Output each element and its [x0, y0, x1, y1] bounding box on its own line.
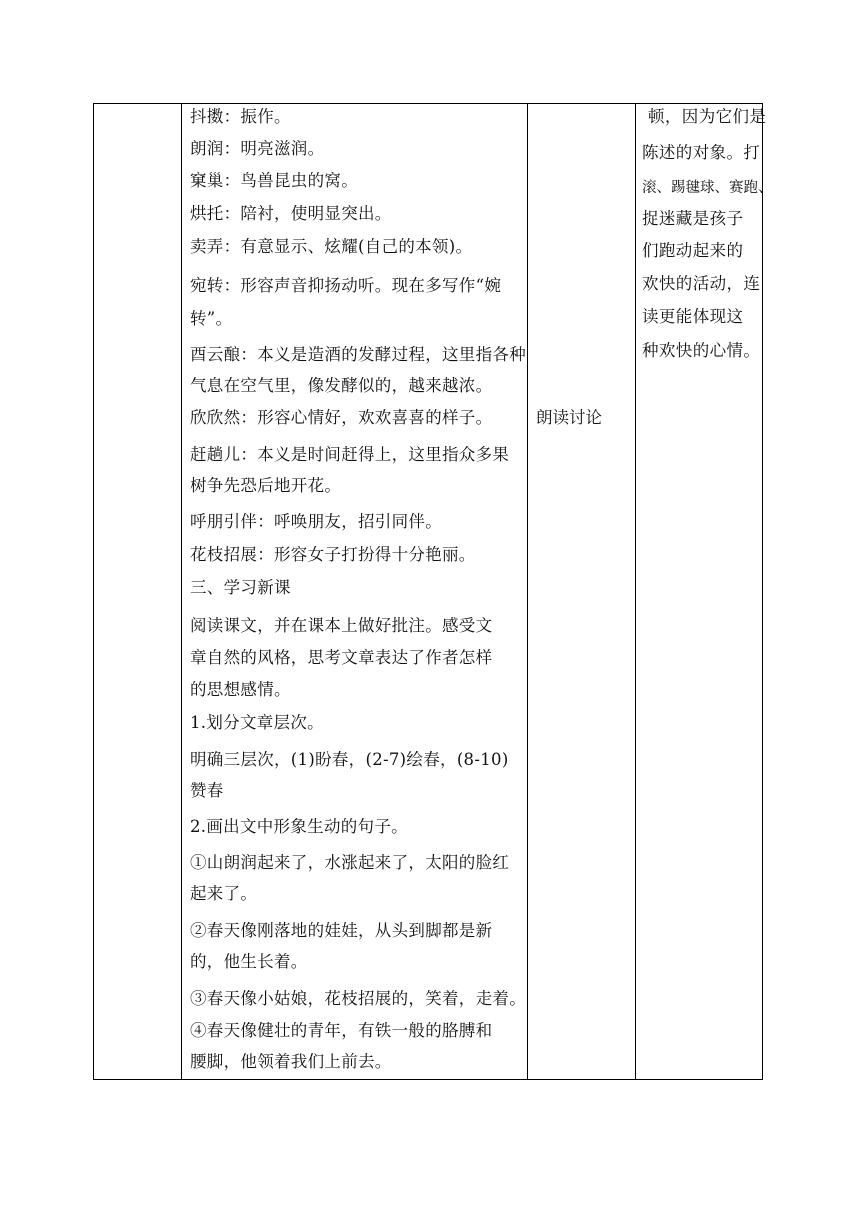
content-line: 赶趟儿：本义是时间赶得上，这里指众多果	[190, 445, 510, 464]
section-heading: 三、学习新课	[190, 578, 291, 597]
content-line: 窠巢：鸟兽昆虫的窝。	[190, 171, 358, 190]
content-line: 抖擞：振作。	[190, 107, 291, 126]
content-line: 起来了。	[190, 884, 258, 903]
lesson-plan-table	[93, 103, 773, 1080]
content-line: ②春天像刚落地的娃娃，从头到脚都是新	[190, 921, 493, 940]
note-line: 读更能体现这	[642, 307, 744, 326]
note-line: 们跑动起来的	[642, 241, 744, 260]
note-line: 顿，因为它们是	[648, 107, 767, 126]
content-line: 阅读课文，并在课本上做好批注。感受文	[190, 616, 493, 635]
content-line: 烘托：陪衬，使明显突出。	[190, 204, 392, 223]
content-line: 腰脚，他领着我们上前去。	[190, 1052, 392, 1071]
content-line: 花枝招展：形容女子打扮得十分艳丽。	[190, 545, 476, 564]
content-line: ③春天像小姑娘，花枝招展的，笑着，走着。	[190, 989, 526, 1008]
content-line: 1.划分文章层次。	[190, 713, 324, 732]
content-line: 卖弄：有意显示、炫耀(自己的本领)。	[190, 237, 473, 256]
content-line: 欣欣然：形容心情好，欢欢喜喜的样子。	[190, 408, 493, 427]
note-line: 滚、踢毽球、赛跑、	[642, 180, 773, 196]
content-column	[182, 104, 528, 1079]
content-line: 章自然的风格，思考文章表达了作者怎样	[190, 648, 493, 667]
content-line: 宛转：形容声音抑扬动听。现在多写作“婉	[190, 276, 502, 295]
teaching-method: 朗读讨论	[536, 408, 602, 427]
note-line: 捉迷藏是孩子	[642, 209, 744, 228]
content-line: 赞春	[190, 781, 224, 800]
note-line: 陈述的对象。打	[642, 143, 761, 162]
content-line: 2.画出文中形象生动的句子。	[190, 817, 408, 836]
content-line: 明确三层次，(1)盼春，(2-7)绘春，(8-10)	[190, 750, 509, 769]
content-line: 朗润：明亮滋润。	[190, 139, 325, 158]
content-line: 转”。	[190, 309, 233, 328]
content-line: 的，他生长着。	[190, 952, 308, 971]
content-line: 呼朋引伴：呼唤朋友，招引同伴。	[190, 512, 442, 531]
note-line: 欢快的活动，连	[642, 274, 761, 293]
content-line: 树争先恐后地开花。	[190, 476, 342, 495]
content-line: 酉云酿：本义是造酒的发酵过程，这里指各种	[190, 345, 526, 364]
content-line: 的思想感情。	[190, 680, 291, 699]
content-line: 气息在空气里，像发酵似的，越来越浓。	[190, 376, 493, 395]
empty-first-column	[94, 104, 181, 1079]
content-line: ①山朗润起来了，水涨起来了，太阳的脸红	[190, 853, 510, 872]
content-line: ④春天像健壮的青年，有铁一般的胳膊和	[190, 1021, 493, 1040]
note-line: 种欢快的心情。	[642, 341, 761, 360]
notes-column	[636, 104, 773, 1079]
